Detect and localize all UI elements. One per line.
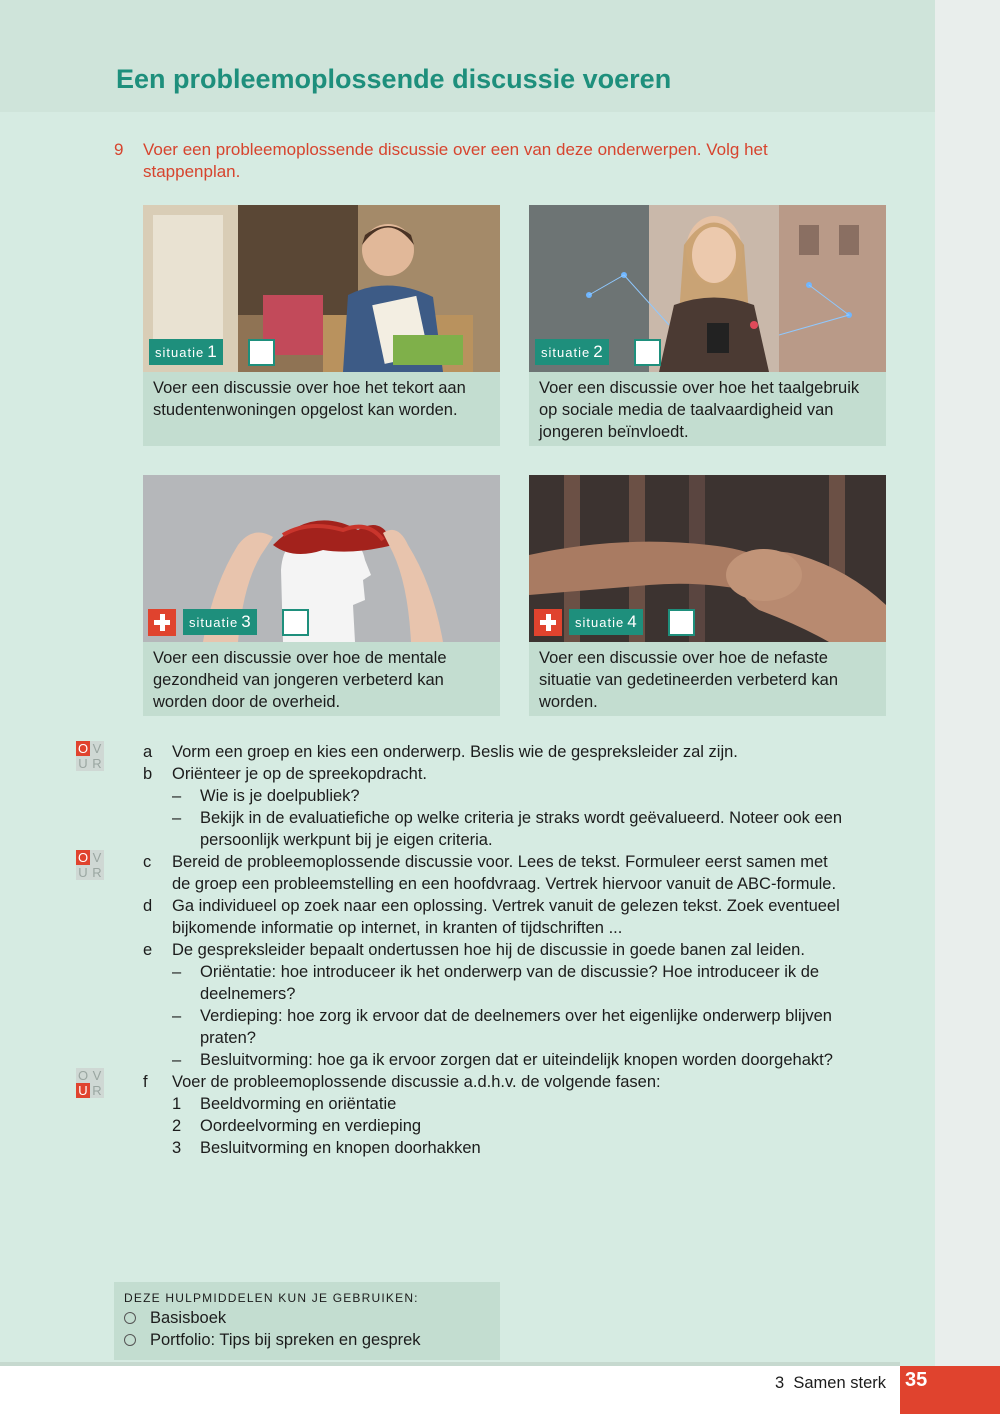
step-b-sub-cont: persoonlijk werkpunt bij je eigen criteria.	[200, 831, 493, 849]
situation-2-caption: Voer een discussie over hoe het taalgebruik op sociale media de taalvaardigheid van jongeren beïnvloedt.	[539, 379, 860, 441]
task-number: 9	[114, 140, 124, 159]
ovur-marker: O V U R	[76, 850, 104, 880]
footer	[0, 1366, 1000, 1414]
situation-3-checkbox[interactable]	[282, 609, 309, 636]
step-f: f Voer de probleemoplossende discussie a.d.h.v. de volgende fasen:	[143, 1073, 661, 1091]
header-band	[0, 0, 935, 112]
step-d-cont: bijkomende informatie op internet, in kranten of tijdschriften ...	[172, 919, 623, 937]
situation-card-4	[529, 475, 886, 716]
radio-circle-icon[interactable]	[124, 1334, 136, 1346]
step-b-sub: – Bekijk in de evaluatiefiche op welke criteria je straks wordt geëvalueerd. Noteer ook een	[172, 809, 843, 827]
step-e: e De gespreksleider bepaalt ondertussen hoe hij de discussie in goede banen zal leiden.	[143, 941, 805, 959]
situation-3-label: situatie 3	[183, 609, 257, 635]
situation-4-label: situatie 4	[569, 609, 643, 635]
plus-icon	[534, 609, 562, 636]
step-e-sub-cont: praten?	[200, 1029, 256, 1047]
ovur-marker: O V U R	[76, 741, 104, 771]
step-a: a Vorm een groep en kies een onderwerp. Beslis wie de gespreksleider zal zijn.	[143, 743, 738, 761]
situation-1-checkbox[interactable]	[248, 339, 275, 366]
step-c: c Bereid de probleemoplossende discussie voor. Lees de tekst. Formuleer eerst samen met	[143, 853, 828, 871]
situation-3-caption: Voer een discussie over hoe de mentale gezondheid van jongeren verbeterd kan worden door de overheid.	[153, 649, 447, 711]
situation-4-caption: Voer een discussie over hoe de nefaste situatie van gedetineerden verbeterd kan worden.	[539, 649, 839, 711]
phase-item: 3 Besluitvorming en knopen doorhakken	[172, 1139, 481, 1157]
margin-strip	[935, 0, 1000, 1366]
situation-1-label: situatie 1	[149, 339, 223, 365]
step-e-sub: – Besluitvorming: hoe ga ik ervoor zorgen dat er uiteindelijk knopen worden doorgehakt?	[172, 1051, 833, 1069]
resources-title: DEZE HULPMIDDELEN KUN JE GEBRUIKEN:	[124, 1291, 419, 1305]
resource-item: Portfolio: Tips bij spreken en gesprek	[124, 1331, 421, 1350]
situation-card-1	[143, 205, 500, 446]
step-e-sub: – Oriëntatie: hoe introduceer ik het onderwerp van de discussie? Hoe introduceer ik de	[172, 963, 820, 981]
phase-item: 2 Oordeelvorming en verdieping	[172, 1117, 422, 1135]
ovur-marker: O V U R	[76, 1068, 104, 1098]
step-b-sub: – Wie is je doelpubliek?	[172, 787, 360, 805]
step-d: d Ga individueel op zoek naar een oplossing. Vertrek vanuit de gelezen tekst. Zoek eventueel	[143, 897, 840, 915]
chapter-label: 3 Samen sterk	[775, 1374, 886, 1392]
situation-1-caption: Voer een discussie over hoe het tekort aan studentenwoningen opgelost kan worden.	[153, 379, 466, 419]
step-b: b Oriënteer je op de spreekopdracht.	[143, 765, 427, 783]
situation-card-2	[529, 205, 886, 446]
page-number-badge	[900, 1366, 1000, 1414]
situation-2-checkbox[interactable]	[634, 339, 661, 366]
situation-card-3	[143, 475, 500, 716]
resources-box	[114, 1282, 500, 1360]
task-text: Voer een probleemoplossende discussie over een van deze onderwerpen. Volg het stappenplan.	[143, 140, 768, 181]
page-number: 35	[905, 1369, 928, 1391]
plus-icon	[148, 609, 176, 636]
step-e-sub: – Verdieping: hoe zorg ik ervoor dat de deelnemers over het eigenlijke onderwerp blijven	[172, 1007, 832, 1025]
resource-item: Basisboek	[124, 1309, 226, 1328]
step-e-sub-cont: deelnemers?	[200, 985, 296, 1003]
step-c-cont: de groep een probleemstelling en een hoofdvraag. Vertrek hiervoor vanuit de ABC-formule.	[172, 875, 837, 893]
step-list	[143, 741, 903, 1159]
radio-circle-icon[interactable]	[124, 1312, 136, 1324]
situation-4-checkbox[interactable]	[668, 609, 695, 636]
page-title: Een probleemoplossende discussie voeren	[116, 64, 672, 94]
situation-2-label: situatie 2	[535, 339, 609, 365]
phase-item: 1 Beeldvorming en oriëntatie	[172, 1095, 397, 1113]
